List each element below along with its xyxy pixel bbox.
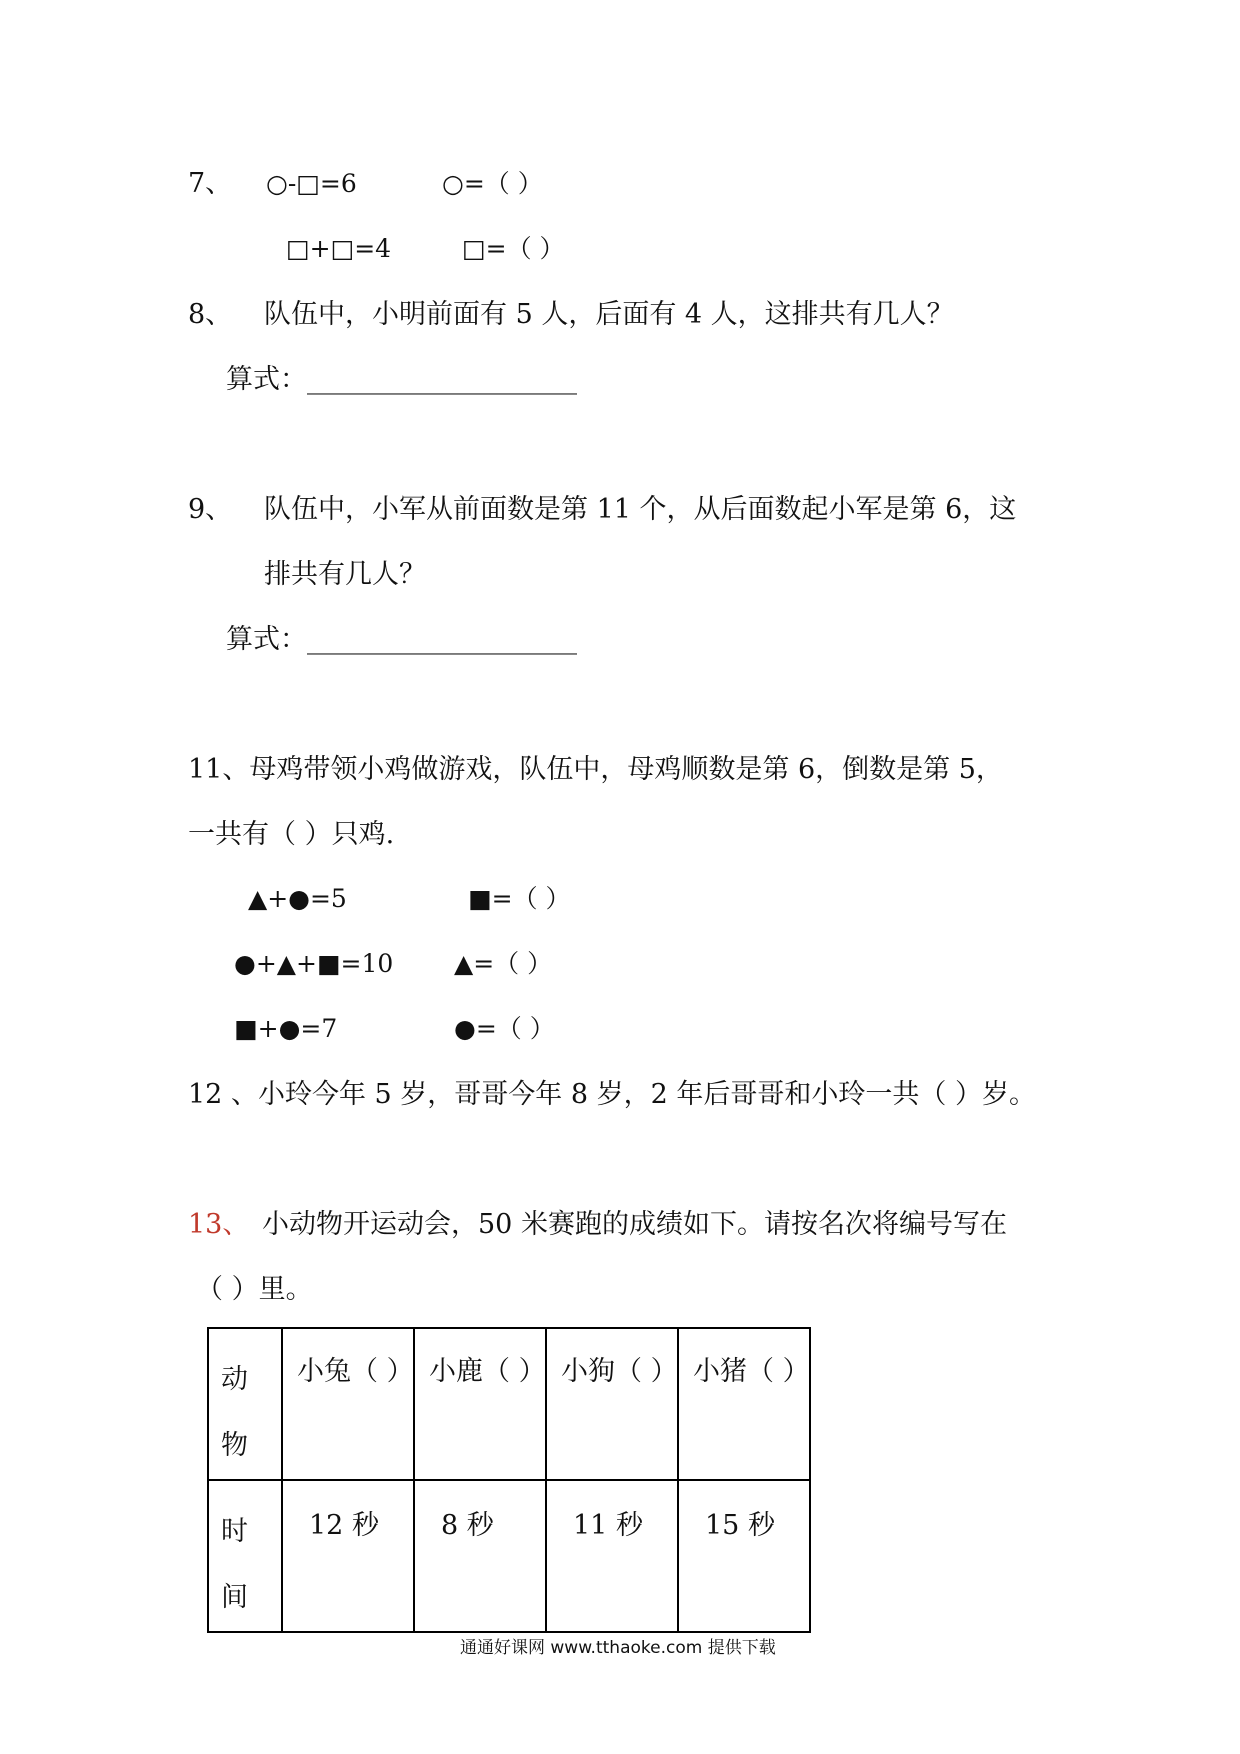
q13-number: 13、 — [188, 1209, 250, 1240]
row-label-char: 动 — [221, 1364, 248, 1395]
row-label-time — [208, 1480, 282, 1632]
q7-number: 7、 — [188, 168, 233, 199]
row-label-char: 物 — [221, 1430, 248, 1461]
q9-text-line2: 排共有几人？ — [264, 559, 426, 590]
q7-equation-1: ○-□=6 — [266, 169, 357, 198]
row-label-animal — [208, 1328, 282, 1480]
q11-answer-3: ●=（ ） — [454, 1014, 555, 1043]
cell-animal-pig[interactable]: 小猪（ ） — [678, 1328, 810, 1480]
q9-text-line1: 队伍中，小军从前面数是第 11 个，从后面数起小军是第 6，这 — [264, 494, 1017, 525]
q11-equation-1: ▲+●=5 — [248, 884, 347, 913]
cell-animal-dog[interactable]: 小狗（ ） — [546, 1328, 678, 1480]
q7-answer-1: ○=（ ） — [442, 169, 543, 198]
cell-time-dog: 11 秒 — [546, 1480, 678, 1632]
table-row-animals — [208, 1328, 810, 1480]
q13-text-line2: （ ）里。 — [196, 1274, 313, 1305]
q7-answer-2: □=（ ） — [462, 234, 565, 263]
cell-animal-rabbit[interactable]: 小兔（ ） — [282, 1328, 414, 1480]
race-results-table — [207, 1327, 811, 1633]
q9-number: 9、 — [188, 494, 233, 525]
q11-equation-3: ■+●=7 — [234, 1014, 338, 1043]
row-label-char: 时 — [221, 1516, 248, 1547]
q8-number: 8、 — [188, 299, 233, 330]
cell-time-rabbit: 12 秒 — [282, 1480, 414, 1632]
q11-equation-2: ●+▲+■=10 — [234, 949, 394, 978]
cell-time-deer: 8 秒 — [414, 1480, 546, 1632]
footer-text: 通通好课网 www.tthaoke.com 提供下载 — [460, 1638, 776, 1658]
q9-formula-line[interactable]: 算式：____________________ — [226, 624, 577, 655]
table-row-times — [208, 1480, 810, 1632]
cell-time-pig: 15 秒 — [678, 1480, 810, 1632]
q8-text: 队伍中，小明前面有 5 人，后面有 4 人，这排共有几人？ — [264, 299, 954, 330]
row-label-char: 间 — [221, 1582, 248, 1613]
q11-answer-1: ■=（ ） — [468, 884, 571, 913]
q11-text-line1: 11、母鸡带领小鸡做游戏，队伍中，母鸡顺数是第 6，倒数是第 5， — [188, 754, 1003, 785]
q8-formula-line[interactable]: 算式：____________________ — [226, 364, 577, 395]
q11-text-line2: 一共有（ ）只鸡. — [188, 819, 395, 850]
q13-text-line1: 小动物开运动会，50 米赛跑的成绩如下。请按名次将编号写在 — [262, 1209, 1007, 1240]
q7-equation-2: □+□=4 — [286, 234, 392, 263]
q11-answer-2: ▲=（ ） — [454, 949, 553, 978]
q12-text: 12 、小玲今年 5 岁，哥哥今年 8 岁，2 年后哥哥和小玲一共（ ）岁。 — [188, 1079, 1036, 1110]
cell-animal-deer[interactable]: 小鹿（ ） — [414, 1328, 546, 1480]
